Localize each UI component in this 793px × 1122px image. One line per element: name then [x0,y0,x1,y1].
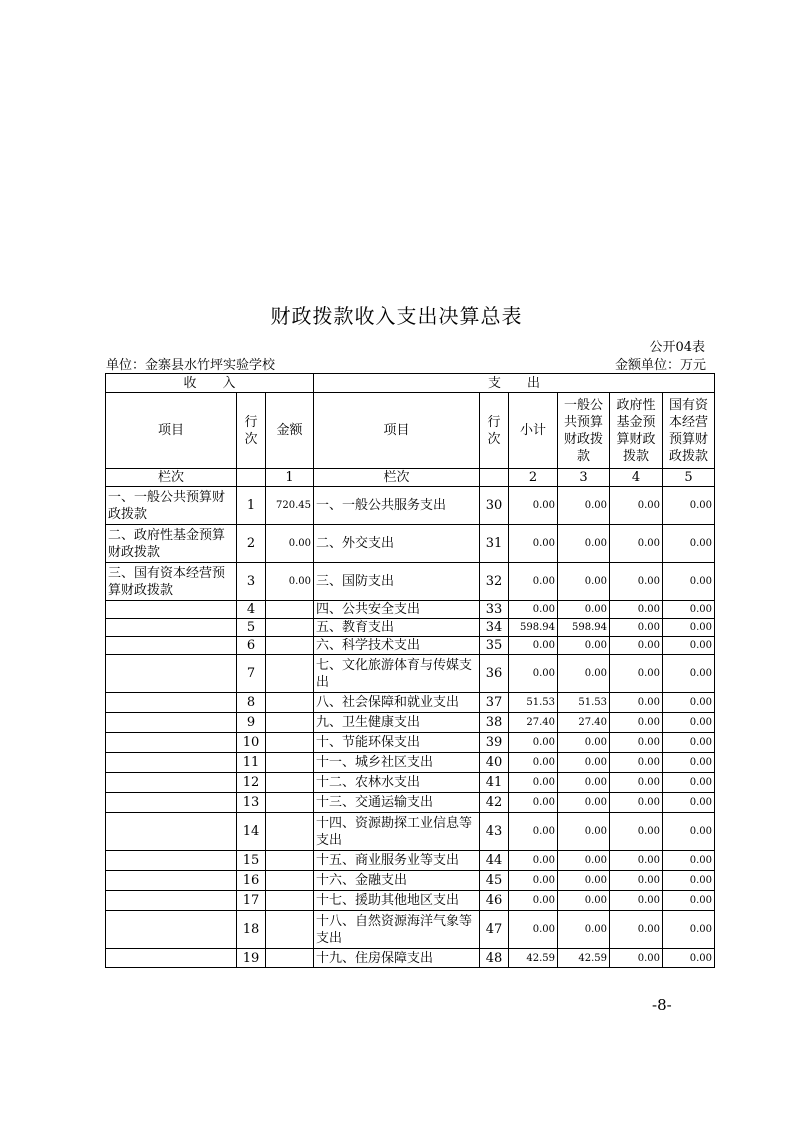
expense-row-no: 42 [480,793,509,813]
expense-item: 九、卫生健康支出 [314,713,480,733]
col-label: 栏次 [314,469,480,487]
subtotal-value: 0.00 [509,793,558,813]
gov-fund-value: 0.00 [610,693,663,713]
table-row [106,911,715,949]
state-capital-value: 0.00 [663,891,715,911]
state-capital-value: 0.00 [663,637,715,655]
subtotal-value: 0.00 [509,891,558,911]
income-item [106,813,237,851]
gov-fund-value: 0.00 [610,637,663,655]
income-amount [266,773,314,793]
subtotal-value: 0.00 [509,911,558,949]
table-row [106,753,715,773]
income-amount [266,851,314,871]
gov-fund-value: 0.00 [610,619,663,637]
income-row-no: 14 [237,813,266,851]
general-budget-value: 27.40 [558,713,610,733]
expense-section-header: 支 出 [314,374,715,393]
general-budget-value: 0.00 [558,563,610,601]
income-row-no: 12 [237,773,266,793]
income-item: 二、政府性基金预算财政拨款 [106,525,237,563]
state-capital-value: 0.00 [663,773,715,793]
unit-name: 单位：金寨县水竹坪实验学校 [106,358,276,373]
general-budget-value: 0.00 [558,813,610,851]
gov-fund-value: 0.00 [610,871,663,891]
expense-row-no: 33 [480,601,509,619]
income-item [106,891,237,911]
expense-item: 十八、自然资源海洋气象等支出 [314,911,480,949]
gov-fund-value: 0.00 [610,563,663,601]
general-budget-value: 0.00 [558,525,610,563]
expense-item: 十二、农林水支出 [314,773,480,793]
expense-item: 十一、城乡社区支出 [314,753,480,773]
income-amount [266,619,314,637]
table-row [106,813,715,851]
table-row [106,713,715,733]
income-row-no: 13 [237,793,266,813]
gov-fund-value: 0.00 [610,525,663,563]
expense-item: 二、外交支出 [314,525,480,563]
expense-item: 八、社会保障和就业支出 [314,693,480,713]
table-row [106,637,715,655]
state-capital-value: 0.00 [663,525,715,563]
income-row-no: 5 [237,619,266,637]
income-amount [266,733,314,753]
income-item [106,773,237,793]
income-item [106,693,237,713]
income-row-no: 18 [237,911,266,949]
gov-fund-header: 政府性基金预算财政拨款 [610,393,663,469]
income-row-no: 10 [237,733,266,753]
income-section-header: 收 入 [106,374,314,393]
table-row [106,891,715,911]
col-index-blank [480,469,509,487]
subtotal-value: 0.00 [509,733,558,753]
income-item [106,619,237,637]
income-item: 三、国有资本经营预算财政拨款 [106,563,237,601]
income-amount [266,949,314,968]
expense-item: 四、公共安全支出 [314,601,480,619]
expense-item: 一、一般公共服务支出 [314,487,480,525]
subtotal-value: 0.00 [509,655,558,693]
income-row-no: 16 [237,871,266,891]
income-amount-header: 金额 [266,393,314,469]
amount-unit: 金额单位：万元 [614,358,706,373]
general-budget-value: 51.53 [558,693,610,713]
subtotal-value: 27.40 [509,713,558,733]
expense-row-no: 41 [480,773,509,793]
income-item [106,851,237,871]
income-item: 一、一般公共预算财政拨款 [106,487,237,525]
table-row [106,871,715,891]
page-number: -8- [652,996,672,1014]
expense-item-header: 项目 [314,393,480,469]
subtotal-value: 0.00 [509,525,558,563]
col-index-2: 2 [509,469,558,487]
income-item [106,601,237,619]
income-item [106,871,237,891]
expense-item: 十九、住房保障支出 [314,949,480,968]
subtotal-value: 0.00 [509,487,558,525]
state-capital-value: 0.00 [663,713,715,733]
expense-row-no: 43 [480,813,509,851]
expense-row-no: 44 [480,851,509,871]
general-budget-value: 0.00 [558,655,610,693]
expense-item: 十三、交通运输支出 [314,793,480,813]
income-amount [266,601,314,619]
gov-fund-value: 0.00 [610,813,663,851]
subtotal-value: 0.00 [509,871,558,891]
state-capital-value: 0.00 [663,911,715,949]
gov-fund-value: 0.00 [610,753,663,773]
gov-fund-value: 0.00 [610,773,663,793]
state-capital-value: 0.00 [663,871,715,891]
page-title: 财政拨款收入支出决算总表 [270,304,523,328]
income-item [106,793,237,813]
income-amount [266,753,314,773]
table-row [106,693,715,713]
form-number: 公开04表 [649,340,705,355]
income-amount [266,911,314,949]
income-item [106,713,237,733]
income-amount [266,813,314,851]
state-capital-header: 国有资本经营预算财政拨款 [663,393,715,469]
income-amount: 0.00 [266,563,314,601]
state-capital-value: 0.00 [663,693,715,713]
expense-row-no-header: 行次 [480,393,509,469]
col-index-5: 5 [663,469,715,487]
expense-row-no: 39 [480,733,509,753]
expense-item: 十五、商业服务业等支出 [314,851,480,871]
expense-row-no: 48 [480,949,509,968]
expense-item: 七、文化旅游体育与传媒支出 [314,655,480,693]
table-row [106,851,715,871]
expense-item: 十六、金融支出 [314,871,480,891]
gov-fund-value: 0.00 [610,713,663,733]
expense-row-no: 35 [480,637,509,655]
income-item [106,655,237,693]
general-budget-value: 0.00 [558,773,610,793]
table-row [106,733,715,753]
income-row-no: 6 [237,637,266,655]
general-budget-value: 0.00 [558,753,610,773]
income-row-no: 9 [237,713,266,733]
state-capital-value: 0.00 [663,563,715,601]
subtotal-value: 0.00 [509,601,558,619]
state-capital-value: 0.00 [663,753,715,773]
subtotal-value: 0.00 [509,813,558,851]
expense-item: 三、国防支出 [314,563,480,601]
table-row [106,773,715,793]
income-row-no: 2 [237,525,266,563]
income-row-no: 3 [237,563,266,601]
col-index-1: 1 [266,469,314,487]
expense-item: 十四、资源勘探工业信息等支出 [314,813,480,851]
income-amount [266,693,314,713]
table-row [106,601,715,619]
expense-row-no: 47 [480,911,509,949]
subtotal-value: 42.59 [509,949,558,968]
income-item [106,753,237,773]
col-index-blank [237,469,266,487]
table-row [106,949,715,968]
gov-fund-value: 0.00 [610,601,663,619]
income-row-no: 11 [237,753,266,773]
subtotal-value: 0.00 [509,753,558,773]
gov-fund-value: 0.00 [610,891,663,911]
expense-row-no: 46 [480,891,509,911]
column-index-row [106,469,715,487]
general-budget-value: 0.00 [558,793,610,813]
general-budget-value: 0.00 [558,601,610,619]
general-budget-value: 598.94 [558,619,610,637]
expense-item: 十七、援助其他地区支出 [314,891,480,911]
income-item [106,637,237,655]
fiscal-summary-table [105,373,715,968]
expense-item: 五、教育支出 [314,619,480,637]
gov-fund-value: 0.00 [610,655,663,693]
gov-fund-value: 0.00 [610,487,663,525]
table-body [106,487,715,968]
general-budget-value: 0.00 [558,851,610,871]
income-item [106,949,237,968]
expense-row-no: 30 [480,487,509,525]
gov-fund-value: 0.00 [610,911,663,949]
state-capital-value: 0.00 [663,793,715,813]
gov-fund-value: 0.00 [610,949,663,968]
expense-row-no: 45 [480,871,509,891]
subtotal-value: 0.00 [509,637,558,655]
income-amount: 0.00 [266,525,314,563]
income-amount: 720.45 [266,487,314,525]
subtotal-value: 598.94 [509,619,558,637]
general-budget-value: 0.00 [558,911,610,949]
expense-row-no: 32 [480,563,509,601]
income-amount [266,871,314,891]
table-row [106,563,715,601]
state-capital-value: 0.00 [663,619,715,637]
column-header-row [106,393,715,469]
subtotal-value: 51.53 [509,693,558,713]
section-header-row [106,374,715,393]
income-amount [266,637,314,655]
general-budget-value: 0.00 [558,871,610,891]
income-item [106,733,237,753]
income-row-no: 15 [237,851,266,871]
table-row [106,525,715,563]
expense-row-no: 38 [480,713,509,733]
general-budget-value: 0.00 [558,487,610,525]
general-budget-value: 0.00 [558,637,610,655]
income-amount [266,793,314,813]
col-index-4: 4 [610,469,663,487]
income-item-header: 项目 [106,393,237,469]
expense-item: 六、科学技术支出 [314,637,480,655]
subtotal-header: 小计 [509,393,558,469]
income-row-no: 17 [237,891,266,911]
col-label: 栏次 [106,469,237,487]
general-budget-header: 一般公共预算财政拨款 [558,393,610,469]
general-budget-value: 0.00 [558,891,610,911]
state-capital-value: 0.00 [663,851,715,871]
expense-row-no: 40 [480,753,509,773]
income-amount [266,891,314,911]
income-item [106,911,237,949]
state-capital-value: 0.00 [663,487,715,525]
expense-row-no: 37 [480,693,509,713]
income-amount [266,713,314,733]
gov-fund-value: 0.00 [610,851,663,871]
expense-row-no: 31 [480,525,509,563]
state-capital-value: 0.00 [663,949,715,968]
income-row-no-header: 行次 [237,393,266,469]
expense-item: 十、节能环保支出 [314,733,480,753]
income-row-no: 4 [237,601,266,619]
subtotal-value: 0.00 [509,773,558,793]
state-capital-value: 0.00 [663,813,715,851]
income-row-no: 19 [237,949,266,968]
general-budget-value: 0.00 [558,733,610,753]
expense-row-no: 36 [480,655,509,693]
income-amount [266,655,314,693]
subtotal-value: 0.00 [509,563,558,601]
gov-fund-value: 0.00 [610,793,663,813]
income-row-no: 7 [237,655,266,693]
state-capital-value: 0.00 [663,733,715,753]
table-row [106,619,715,637]
subtotal-value: 0.00 [509,851,558,871]
expense-row-no: 34 [480,619,509,637]
income-row-no: 1 [237,487,266,525]
table-row [106,793,715,813]
general-budget-value: 42.59 [558,949,610,968]
state-capital-value: 0.00 [663,601,715,619]
table-row [106,487,715,525]
state-capital-value: 0.00 [663,655,715,693]
col-index-3: 3 [558,469,610,487]
table-row [106,655,715,693]
gov-fund-value: 0.00 [610,733,663,753]
income-row-no: 8 [237,693,266,713]
